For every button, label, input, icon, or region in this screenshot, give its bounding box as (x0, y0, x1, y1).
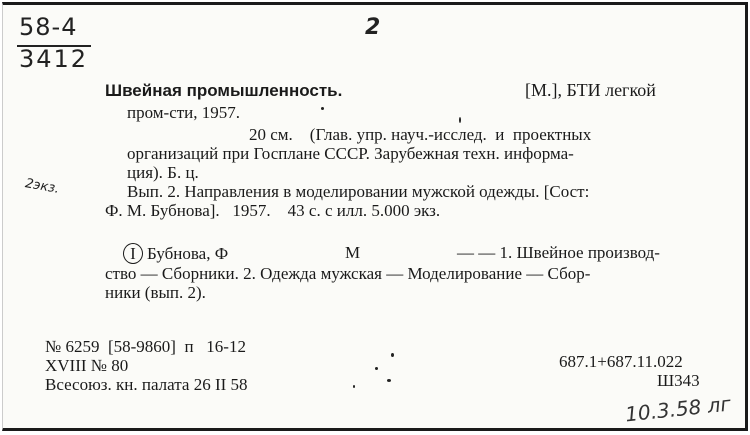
scan-speck (459, 117, 461, 123)
receipt-note: 10.3.58 лг (624, 391, 732, 427)
copies-note: 2экз. (23, 176, 61, 197)
scan-speck (391, 353, 394, 357)
description-line-1: 20 см. (Глав. упр. науч.-исслед. и проектных (249, 125, 592, 144)
tracing-line-3: ники (вып. 2). (105, 283, 206, 302)
order-number: № 6259 [58-9860] п 16-12 (45, 337, 246, 356)
volume-line-1: Вып. 2. Направления в моделировании мужской одежды. [Сост: (127, 182, 590, 201)
tracing-name: Бубнова, Ф (147, 244, 229, 263)
description-line-2: организаций при Госплане СССР. Зарубежная техн. информа- (127, 144, 574, 163)
title-line (105, 81, 342, 100)
classification: 687.1+687.11.022 (559, 352, 683, 371)
tracing-marker: I (123, 243, 143, 264)
shelf-mark-top: 58-4 (19, 13, 78, 41)
volume-line-2: Ф. М. Бубнова]. 1957. 43 с. с илл. 5.000 экз. (105, 201, 441, 220)
scan-speck (387, 379, 391, 382)
tracing-line-1-end: — — 1. Швейное производ- (457, 243, 660, 262)
tracing-initial: М (345, 243, 361, 262)
page-number: 2 (365, 15, 381, 40)
catalog-card (2, 2, 748, 431)
book-chamber: Всесоюз. кн. палата 26 II 58 (45, 375, 248, 394)
tracing-line-2: ство — Сборники. 2. Одежда мужская — Моделирование — Сбор- (105, 264, 591, 283)
author-mark: Ш343 (657, 371, 700, 390)
shelf-mark-bottom: 3412 (19, 45, 89, 73)
tracing-line-1 (123, 243, 228, 264)
series: XVIII № 80 (45, 356, 129, 375)
scan-speck (375, 367, 378, 370)
imprint-continued: пром-сти, 1957. (127, 103, 241, 122)
description-line-3: ция). Б. ц. (127, 163, 199, 182)
title: Швейная промышленность. (105, 81, 343, 100)
scan-speck (353, 385, 355, 388)
scan-speck (321, 107, 324, 110)
imprint: [М.], БТИ легкой (525, 80, 656, 100)
